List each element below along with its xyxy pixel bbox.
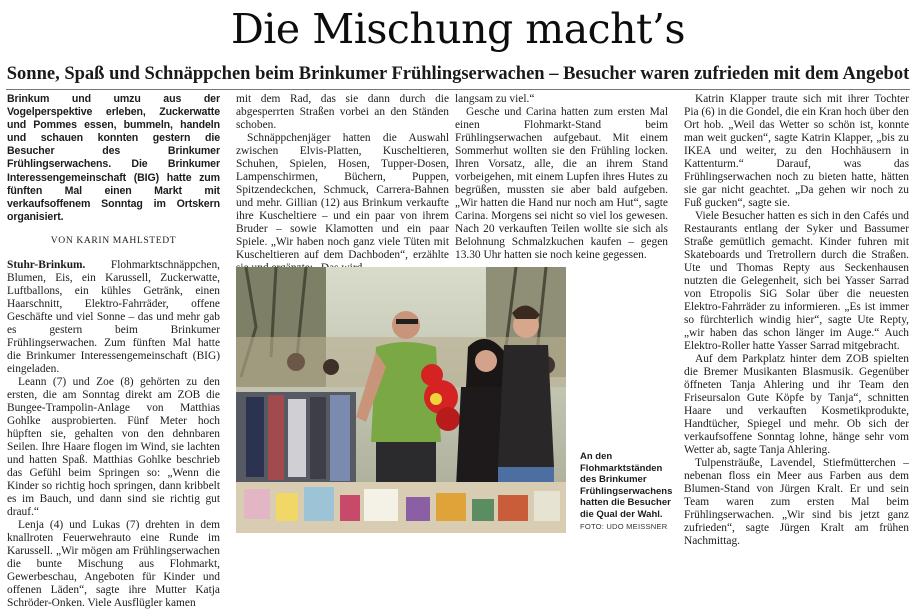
byline: VON KARIN MAHLSTEDT	[50, 234, 177, 246]
text-column-3	[455, 93, 668, 262]
body-paragraph: Katrin Klapper traute sich mit ihrer Tochter Pia (6) in die Gondel, die ein Kran hoch über den Ort hob. „Weil das Wetter so schön ist, konnte man weit gucken“, sagte Katrin Klapper, „bis zu IKEA und weiter, zu den Hochhäusern in Kattenturm.“ Darauf, was das Frühlingserwachen noch zu bieten hatte, hätten sie gar nicht geachtet. „Da gehen wir noch zu Fuß gucken“, sagte sie.	[684, 93, 909, 209]
body-paragraph: langsam zu viel.“	[455, 93, 535, 105]
photo-credit: FOTO: UDO MEISSNER	[580, 522, 668, 531]
text-column-4	[684, 93, 909, 548]
body-paragraph: Auf dem Parkplatz hinter dem ZOB spielten die Bremer Musikanten Blasmusik. Gegenüber öffneten Tanja Ahlering und ihr Team den Friseursalon Gute Köpfe by Tanja“, schnitten Haare und verkauften Kosmetikprodukte, Handtücher, Spiegel und mehr. Ob sich der verkaufsoffene Sonntag lohne, hänge sehr vom Wetter ab, sagte Tanja Ahlering.	[684, 353, 909, 456]
body-paragraph: Schnäppchenjäger hatten die Auswahl zwischen Elvis-Platten, Kuscheltieren, Schuhen, Spielen, Hosen, Tupper-Dosen, Lampenschirmen, Büchern, Puppen, Spitzendeckchen, Schmuck, Carrera-Bahnen und mehr. Gillian (12) aus Brinkum verkaufte ihre Kuscheltiere – und ein paar von ihrem Bruder – sowie Klamotten und ein paar Spiele. „Wir haben noch ganz viele Tüten mit Kuscheltieren auf dem Dachboden“, erzählte	[236, 132, 449, 261]
body-paragraph: Lenja (4) und Lukas (7) drehten in dem knallroten Feuerwehrauto eine Runde im Karussell. „Wir mögen am Frühlingserwachen die bunte Mischung aus Flohmarkt, Gewerbeschau, Angeboten für Kinder und offenen Läden“, sagte ihre Mutter Katja Schröder-Onken. Viele Ausflügler kamen	[7, 518, 220, 609]
text-column-1	[7, 93, 220, 610]
subheadline: Sonne, Spaß und Schnäppchen beim Brinkumer Frühlingserwachen – Besucher waren zufrieden mit dem Angebot	[6, 64, 910, 84]
body-paragraph	[7, 259, 220, 376]
body-paragraph: mit dem Rad, das sie dann durch die abgesperrten Straßen vorbei an den Ständen schoben.	[236, 93, 449, 131]
text-column-2	[236, 93, 449, 275]
body-text: Flohmarktschnäppchen, Blumen, Eis, ein Karussell, Zuckerwatte, Luftballons, ein kühles Getränk, einen Haarschnitt, Elektro-Fahrräder, offene Geschäfte und viel Sonne – das und mehr gab es gestern beim Brinkumer Frühlingserwachen. Zum fünften Mal hatte die Brinkumer Interessengemeinschaft (BIG) eingeladen.	[7, 258, 220, 375]
body-paragraph: Gesche und Carina hatten zum ersten Mal einen Flohmarkt-Stand beim Frühlingserwachen aufgebaut. Mit einem Sommerhut wollten sie den Frühling locken. Ihren Vorsatz, alle, die an ihrem Stand vorbeigehen, mit einem Lupfen ihres Hutes zu begrüßen, mussten sie aber bald aufgeben. „Wir hatten die Hand nur noch am Hut“, sagte Carina. Morgens sei nicht so viel los gewesen. Nach 20 verkauften Teilen wollte sie sich als Belohnung Schmalzkuchen kaufen – gegen 13.30 Uhr hatten sie noch keine gegessen.	[455, 106, 668, 261]
photo-caption: An den Flohmarktständen des Brinkumer Frühlingserwachens hatten die Besucher die Qual der Wahl.	[580, 451, 673, 520]
dateline: Stuhr-Brinkum.	[7, 258, 86, 271]
lead-paragraph: Brinkum und umzu aus der Vogelperspektive erleben, Zuckerwatte und Pommes essen, bummeln, handeln und schauen konnten gestern die Besucher des Brinkumer Frühlingserwachens. Die Brinkumer Interessengemeinschaft (BIG) hatte zum fünften Mal einen Markt mit verkaufsoffenem Sonntag im Ortskern organisiert.	[7, 93, 220, 223]
body-paragraph: Leann (7) und Zoe (8) gehörten zu den ersten, die am Sonntag direkt am ZOB die Bungee-Trampolin-Anlage von Matthias Gohlke ausprobierten. Fünf Meter hoch hüpften sie, gehalten von den dehnbaren Seilen. Ihre Haare flogen im Wind, sie lachten und hatten Spaß. Matthias Gohlke beschrieb das Gefühl beim Springen so: „Wenn die Kinder so richtig hoch springen, dann kribbelt es im Bauch, und dann sind sie richtig gut drauf.“	[7, 375, 220, 518]
article-photo	[236, 267, 566, 533]
headline-rule	[6, 89, 910, 90]
body-paragraph: Viele Besucher hatten es sich in den Cafés und Restaurants entlang der Syker und Bassumer Straße gemütlich gemacht. Kinder fuhren mit Skateboards und Tretrollern durch die Straßen. Ute und Thomas Repty aus Seckenhausen nutzten die Gelegenheit, sich bei Yasser Sarrad von Etropolis SiG Solar über die neuesten Elektro-Fahrräder zu informieren. „Es ist immer so fürchterlich windig hier“, sagte Ute Repty, „wir haben das schon länger im Auge.“ Auch Elektro-Roller hatte Yasser Sarrad mitgebracht.	[684, 210, 909, 352]
body-paragraph: Tulpensträuße, Lavendel, Stiefmütterchen – nebenan floss ein Meer aus Farben aus dem Blumen-Stand von Jürgen Kralt. Er und sein Team waren zum ersten Mal beim Frühlingserwachen. „Wir sind bis jetzt ganz zufrieden“, sagte Jürgen Kralt am frühen Nachmittag.	[684, 457, 909, 547]
headline: Die Mischung macht’s	[230, 5, 686, 53]
